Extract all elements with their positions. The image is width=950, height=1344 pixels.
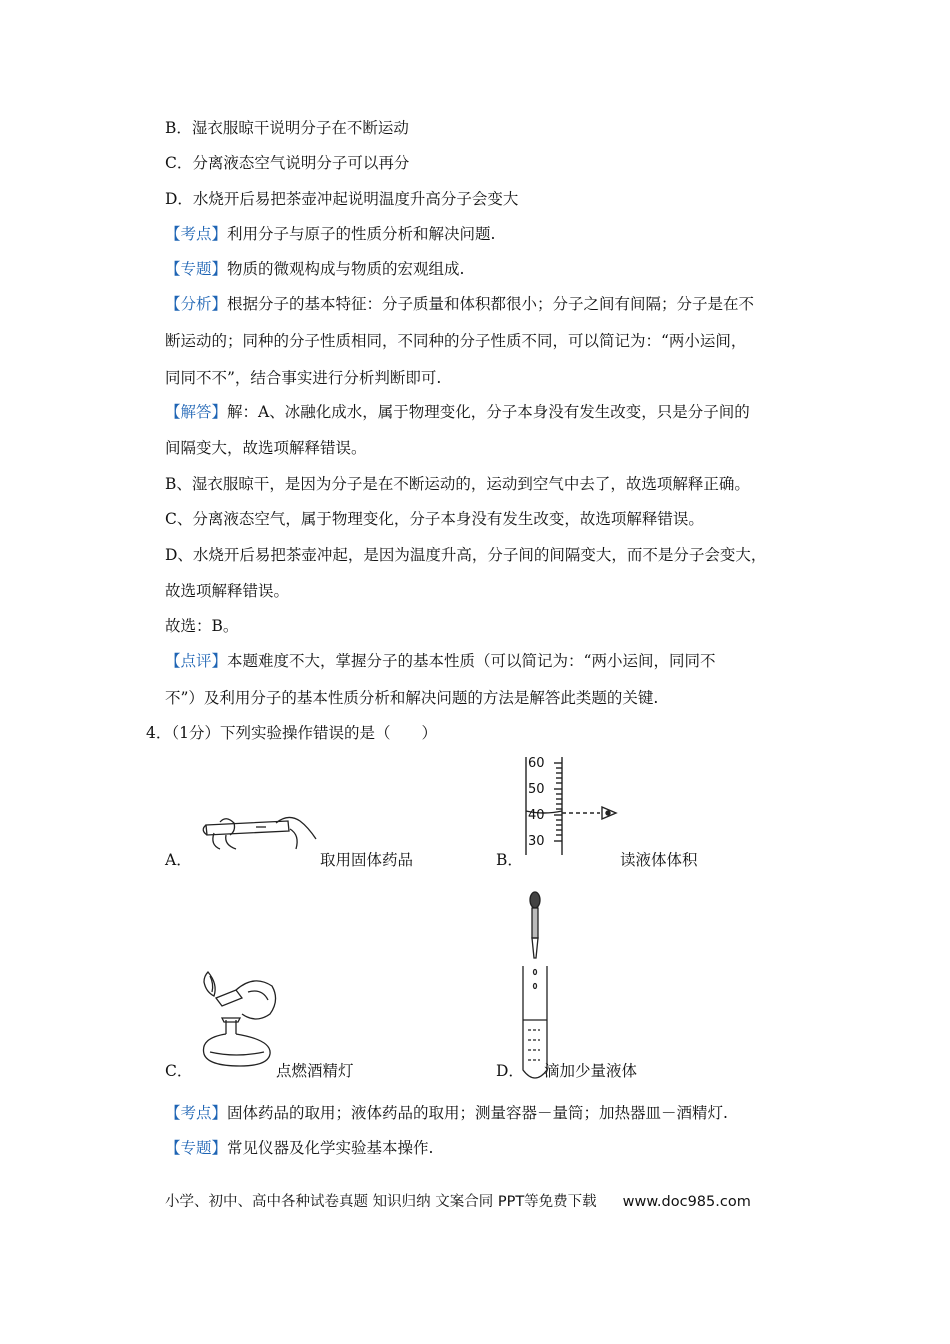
kaodian-tag: 【考点】: [165, 225, 228, 243]
dianping-tag: 【点评】: [165, 652, 228, 670]
dianping-text-2: 不”）及利用分子的基本性质分析和解决问题的方法是解答此类题的关键.: [165, 689, 659, 707]
option-b-text: B．湿衣服晾干说明分子在不断运动: [165, 119, 409, 137]
tick-60: 60: [528, 756, 545, 771]
question-4-stem: 4．（1分）下列实验操作错误的是（ ）: [146, 724, 437, 742]
option-c-caption: 点燃酒精灯: [276, 1062, 354, 1080]
fenxi-text-1: 根据分子的基本特征：分子质量和体积都很小；分子之间有间隔；分子是在不: [227, 295, 755, 313]
fenxi-line: [165, 294, 754, 314]
tick-30: 30: [528, 834, 545, 849]
zhuanti-tag: 【专题】: [165, 260, 228, 278]
jieda-d-1: D、水烧开后易把茶壶冲起，是因为温度升高，分子间的间隔变大，而不是分子会变大，: [165, 546, 767, 564]
option-a-letter: A．: [165, 851, 192, 869]
q4-kaodian-line: [165, 1103, 728, 1123]
page-footer: [165, 1192, 751, 1212]
fenxi-tag: 【分析】: [165, 295, 228, 313]
alcohol-lamp-figure: [196, 968, 286, 1068]
dianping-text-1: 本题难度不大，掌握分子的基本性质（可以简记为：“两小运间，同同不: [227, 652, 716, 670]
solid-drug-figure: [196, 805, 324, 853]
q4-zhuanti-line: [165, 1138, 433, 1158]
option-a-caption: 取用固体药品: [320, 851, 414, 869]
option-c-letter: C．: [165, 1062, 193, 1080]
jieda-line: [165, 402, 750, 422]
zhuanti-line: [165, 259, 464, 279]
option-d-caption: 滴加少量液体: [544, 1062, 638, 1080]
dropper-figure: [518, 890, 558, 1086]
option-c-text: C．分离液态空气说明分子可以再分: [165, 154, 410, 172]
dianping-line: [165, 651, 715, 671]
jieda-c: C、分离液态空气，属于物理变化，分子本身没有发生改变，故选项解释错误。: [165, 510, 704, 528]
option-d-letter: D．: [496, 1062, 524, 1080]
option-b-letter: B．: [496, 851, 523, 869]
answer: 故选：B。: [165, 617, 239, 635]
kaodian-line: [165, 224, 495, 244]
jieda-b: B、湿衣服晾干，是因为分子是在不断运动的，运动到空气中去了，故选项解释正确。: [165, 475, 750, 493]
jieda-text-1: 解：A、冰融化成水，属于物理变化，分子本身没有发生改变，只是分子间的: [227, 403, 750, 421]
tick-50: 50: [528, 782, 545, 797]
option-b-caption: 读液体体积: [620, 851, 698, 869]
footer-text: 小学、初中、高中各种试卷真题 知识归纳 文案合同 PPT等免费下载: [165, 1194, 597, 1210]
jieda-d-2: 故选项解释错误。: [165, 582, 290, 600]
fenxi-text-2: 断运动的；同种的分子性质相同，不同种的分子性质不同，可以简记为：“两小运间，: [165, 332, 747, 350]
zhuanti-text: 物质的微观构成与物质的宏观组成.: [227, 260, 465, 278]
fenxi-text-3: 同同不不”，结合事实进行分析判断即可.: [165, 369, 442, 387]
option-d-text: D．水烧开后易把茶壶冲起说明温度升高分子会变大: [165, 190, 519, 208]
q4-zhuanti-tag: 【专题】: [165, 1139, 228, 1157]
jieda-text-2: 间隔变大，故选项解释错误。: [165, 439, 367, 457]
jieda-tag: 【解答】: [165, 403, 228, 421]
footer-url[interactable]: www.doc985.com: [622, 1194, 751, 1210]
tick-40: 40: [528, 808, 545, 823]
q4-zhuanti-text: 常见仪器及化学实验基本操作.: [227, 1139, 434, 1157]
q4-kaodian-tag: 【考点】: [165, 1104, 228, 1122]
q4-kaodian-text: 固体药品的取用；液体药品的取用；测量容器－量筒；加热器皿－酒精灯.: [227, 1104, 728, 1122]
kaodian-text: 利用分子与原子的性质分析和解决问题.: [227, 225, 496, 243]
